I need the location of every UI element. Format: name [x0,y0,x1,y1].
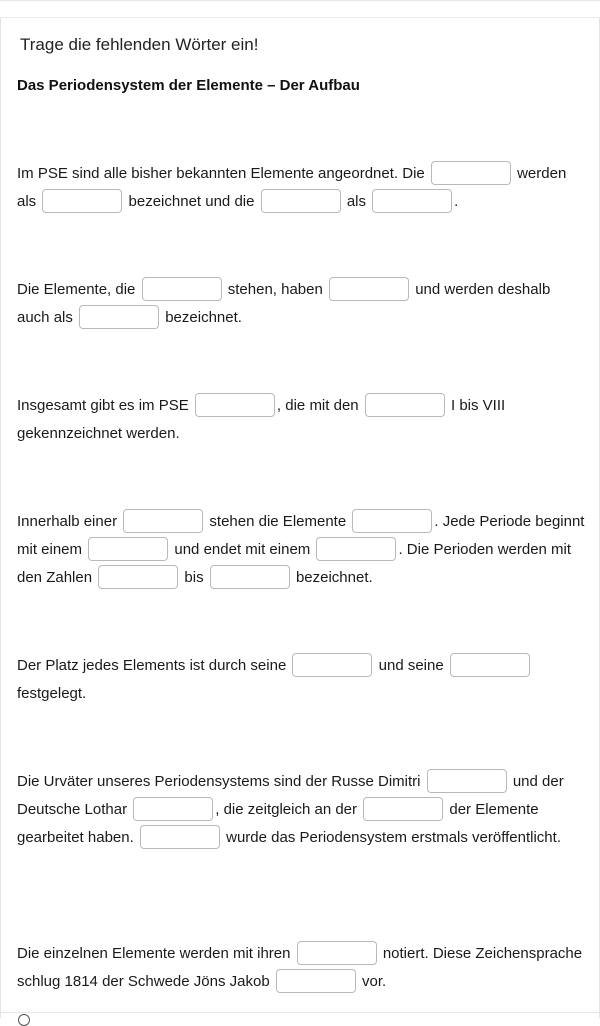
gap-input[interactable] [365,393,445,417]
text: Die einzelnen Elemente werden mit ihren [17,945,291,962]
gap-input[interactable] [372,189,452,213]
gap-input[interactable] [42,189,122,213]
text: . [454,193,459,210]
gap-input[interactable] [261,189,341,213]
top-border [0,0,600,1]
gap-input[interactable] [210,565,290,589]
text: bis [184,569,204,586]
check-icon[interactable] [18,1014,30,1026]
text: der Elemente gearbeitet haben. [17,801,539,846]
footer-divider [0,1012,600,1013]
text: stehen, haben [227,281,323,298]
gap-input[interactable] [123,509,203,533]
paragraph-3 [17,392,585,448]
gap-input[interactable] [276,969,356,993]
gap-input[interactable] [352,509,432,533]
gap-input[interactable] [98,565,178,589]
text: werden als [17,165,567,210]
text: bezeichnet und die [128,193,255,210]
text: stehen die Elemente [209,513,347,530]
gap-input[interactable] [363,797,443,821]
text: . Die Perioden werden mit den Zahlen [17,541,572,586]
text: Insgesamt gibt es im PSE [17,397,189,414]
paragraph-2 [17,276,585,332]
gap-input[interactable] [195,393,275,417]
text: bezeichnet. [165,309,242,326]
paragraph-1 [17,160,585,216]
text: , die zeitgleich an der [215,801,358,818]
text: bezeichnet. [295,569,373,586]
text: notiert. Diese Zeichensprache schlug 1814 der Schwede Jöns Jakob [17,945,583,990]
gap-input[interactable] [427,769,507,793]
paragraph-4 [17,508,585,592]
gap-input[interactable] [297,941,377,965]
text: als [346,193,366,210]
gap-input[interactable] [431,161,511,185]
text: und werden deshalb auch als [17,281,551,326]
gap-input[interactable] [292,653,372,677]
text: . Jede Periode beginnt mit einem [17,513,585,558]
gap-input[interactable] [450,653,530,677]
text: festgelegt. [17,685,87,702]
text: wurde das Periodensystem erstmals veröffentlicht. [226,829,561,846]
paragraph-7 [17,940,585,996]
text: Die Urväter unseres Periodensystems sind der Russe Dimitri [17,773,421,790]
gap-input[interactable] [79,305,159,329]
gap-input[interactable] [133,797,213,821]
exercise-title: Das Periodensystem der Elemente – Der Aufbau [17,77,360,94]
text: Im PSE sind alle bisher bekannten Elemente angeordnet. Die [17,165,425,182]
text: Der Platz jedes Elements ist durch seine [17,657,287,674]
instruction-text: Trage die fehlenden Wörter ein! [20,35,259,54]
text: , die mit den [276,397,359,414]
text: und der Deutsche Lothar [17,773,564,818]
paragraph-6 [17,768,585,852]
text: Die Elemente, die [17,281,136,298]
gap-input[interactable] [88,537,168,561]
gap-input[interactable] [142,277,222,301]
gap-input[interactable] [316,537,396,561]
text: und endet mit einem [174,541,311,558]
text: vor. [362,973,387,990]
gap-input[interactable] [329,277,409,301]
paragraph-5 [17,652,585,708]
gap-input[interactable] [140,825,220,849]
text: I bis VIII gekennzeichnet werden. [17,397,506,442]
text: und seine [378,657,444,674]
text: Innerhalb einer [17,513,118,530]
